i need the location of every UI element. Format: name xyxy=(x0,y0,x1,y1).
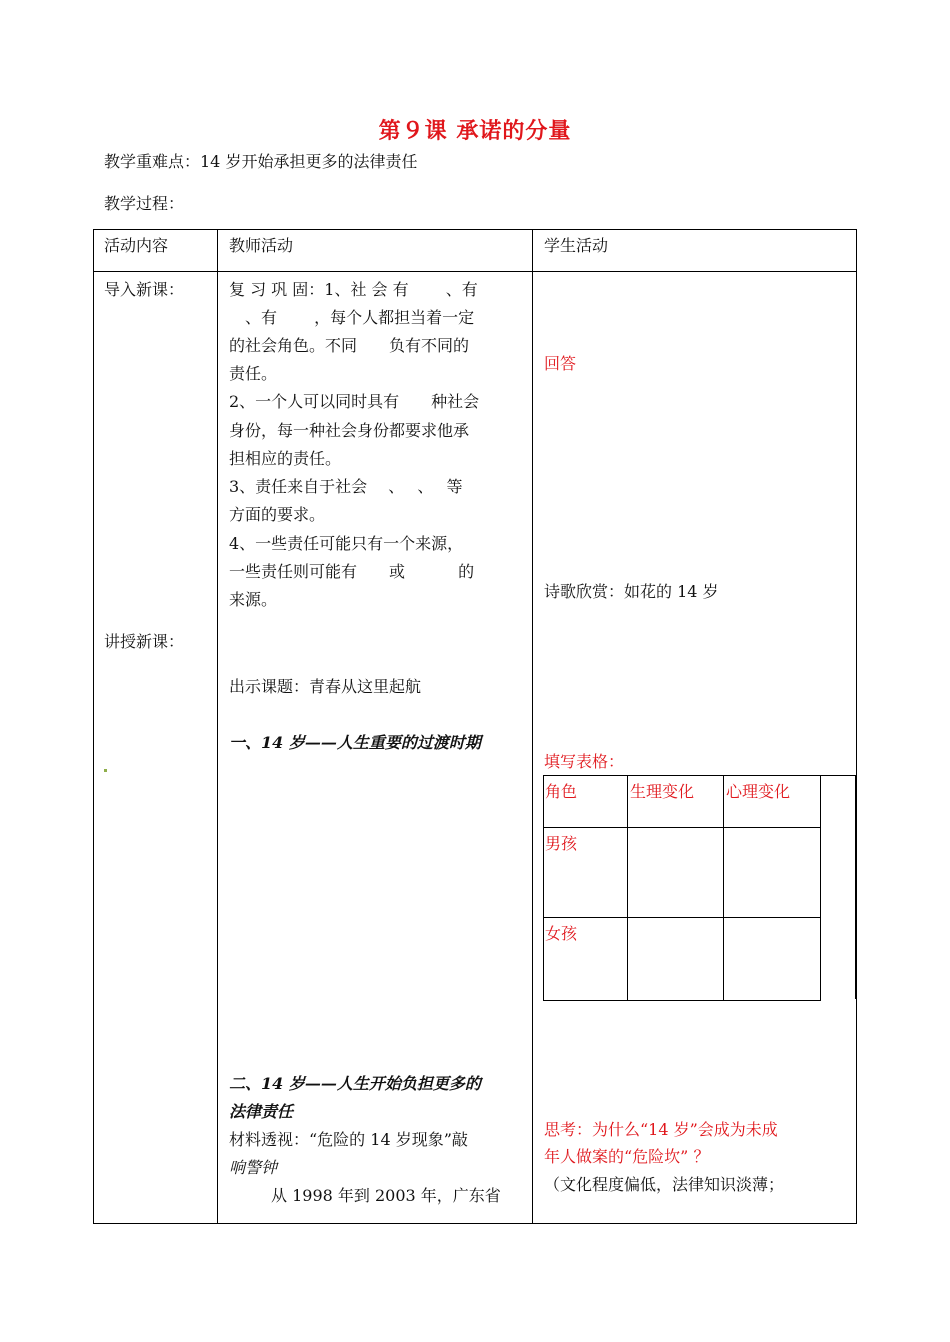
section-2-heading-line1: 二、14 岁——人生开始负担更多的 xyxy=(229,1074,481,1093)
section-1-heading: 一、14 岁——人生重要的过渡时期 xyxy=(229,733,481,752)
stray-mark xyxy=(104,769,107,772)
review-line: 3、责任来自于社会 、 、 等 xyxy=(229,477,463,496)
review-line: 的社会角色。不同 负有不同的 xyxy=(229,336,470,355)
header-teacher-activity: 教师活动 xyxy=(229,236,294,255)
review-line: 来源。 xyxy=(229,590,278,609)
inner-header-psychological: 心理变化 xyxy=(726,782,791,801)
answer-line: （文化程度偏低，法律知识淡薄； xyxy=(544,1175,785,1194)
review-line: 责任。 xyxy=(229,364,278,383)
inner-row-girl: 女孩 xyxy=(545,924,578,943)
inner-table-divider xyxy=(543,827,820,828)
table-header-divider xyxy=(93,271,856,272)
inner-table-divider xyxy=(723,775,724,1000)
review-line: 身份，每一种社会身份都要求他承 xyxy=(229,421,470,440)
inner-table-top-extension xyxy=(820,775,856,776)
inner-table-right-line xyxy=(855,775,856,999)
show-topic: 出示课题：青春从这里起航 xyxy=(229,677,422,696)
material-line: 材料透视：“危险的 14 岁现象”敲 xyxy=(229,1130,468,1149)
answer-text: 回答 xyxy=(544,354,577,373)
section-2-heading-line2: 法律责任 xyxy=(229,1102,294,1121)
poem-text: 诗歌欣赏：如花的 14 岁 xyxy=(544,582,719,601)
intro-label: 导入新课： xyxy=(104,280,185,299)
material-line: 响警钟 xyxy=(229,1158,278,1177)
table-divider-col1 xyxy=(217,229,218,1223)
review-line: 方面的要求。 xyxy=(229,505,326,524)
inner-table-divider xyxy=(543,917,820,918)
header-student-activity: 学生活动 xyxy=(544,236,609,255)
process-label: 教学过程： xyxy=(104,194,185,213)
inner-header-physical: 生理变化 xyxy=(630,782,695,801)
inner-table xyxy=(543,775,821,1001)
header-activity-content: 活动内容 xyxy=(104,236,169,255)
inner-row-boy: 男孩 xyxy=(545,834,578,853)
review-line: 一些责任则可能有 或 的 xyxy=(229,562,475,581)
review-line: 复 习 巩 固：1、社 会 有 、有 xyxy=(229,280,478,299)
review-line: 2、一个人可以同时具有 种社会 xyxy=(229,392,480,411)
inner-header-role: 角色 xyxy=(545,782,578,801)
page-title: 第９课 承诺的分量 xyxy=(378,119,572,144)
think-question-line2: 年人做案的“危险坎” ？ xyxy=(544,1147,710,1166)
lecture-label: 讲授新课： xyxy=(104,632,185,651)
review-line: 、有 ，每个人都担当着一定 xyxy=(229,308,475,327)
key-points: 教学重难点：14 岁开始承担更多的法律责任 xyxy=(104,152,418,171)
review-line: 担相应的责任。 xyxy=(229,449,342,468)
think-question-line1: 思考：为什么“14 岁”会成为未成 xyxy=(544,1120,778,1139)
fill-table-label: 填写表格： xyxy=(544,752,625,771)
table-divider-col2 xyxy=(532,229,533,1223)
material-line: 从 1998 年到 2003 年，广东省 xyxy=(271,1186,501,1205)
review-line: 4、一些责任可能只有一个来源， xyxy=(229,534,464,553)
inner-table-divider xyxy=(627,775,628,1000)
